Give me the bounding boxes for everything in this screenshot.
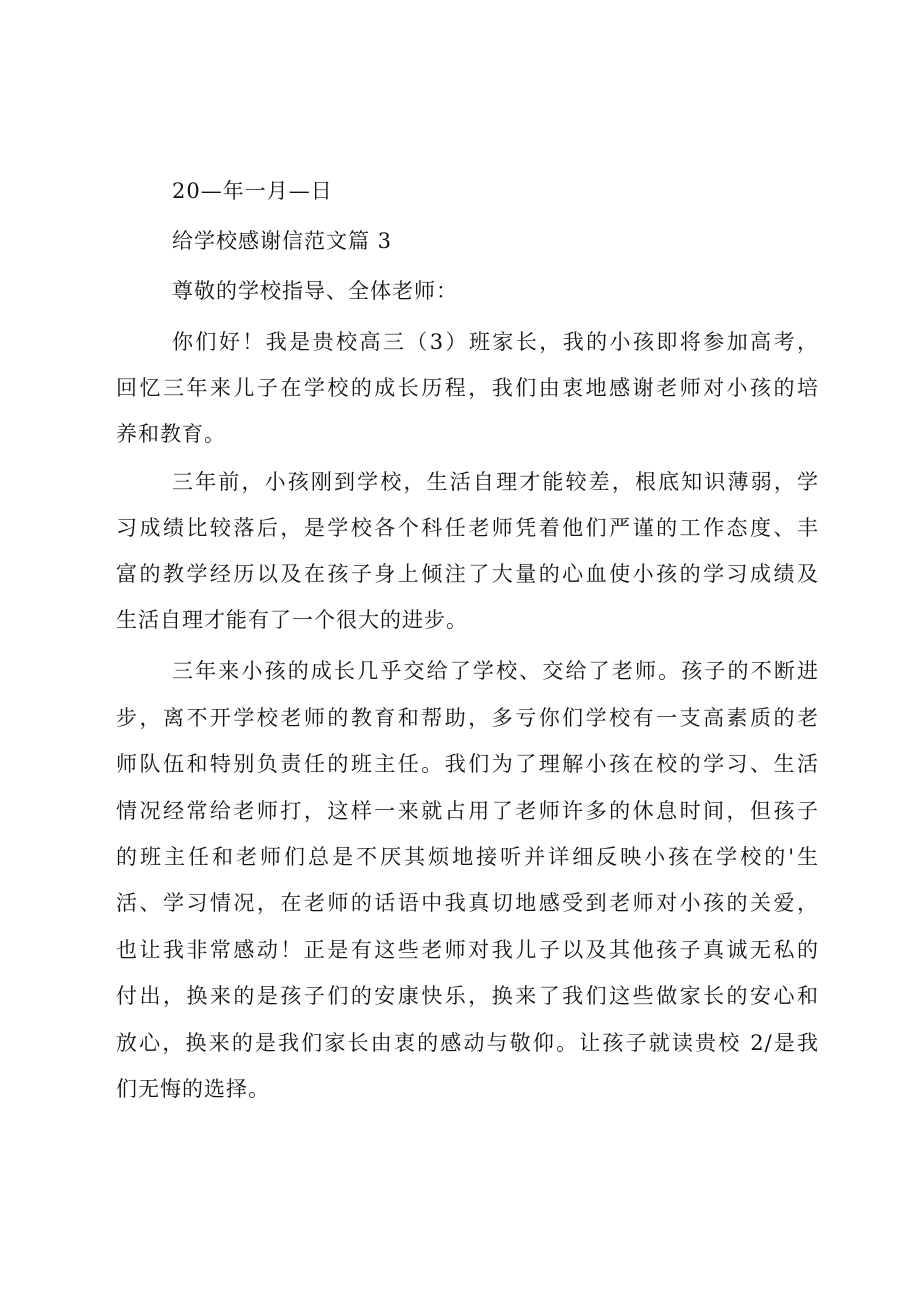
- paragraph-3-line: 付出，换来的是孩子们的安康快乐，换来了我们这些做家长的安心和: [116, 984, 819, 1008]
- paragraph-2-line: 富的教学经历以及在孩子身上倾注了大量的心血使小孩的学习成绩及: [116, 562, 819, 586]
- paragraph-3-line: 情况经常给老师打，这样一来就占用了老师许多的休息时间，但孩子: [116, 799, 819, 823]
- date-line: 20—年一月—日: [172, 179, 333, 203]
- paragraph-3-line: 的班主任和老师们总是不厌其烦地接听并详细反映小孩在学校的'生: [116, 845, 819, 869]
- paragraph-3-line: 活、学习情况，在老师的话语中我真切地感受到老师对小孩的关爱，: [116, 891, 819, 915]
- paragraph-3-line: 放心，换来的是我们家长由衷的感动与敬仰。让孩子就读贵校 2/是我: [116, 1031, 819, 1055]
- paragraph-1-line: 回忆三年来儿子在学校的成长历程，我们由衷地感谢老师对小孩的培: [116, 376, 819, 400]
- paragraph-2-line: 生活自理才能有了一个很大的进步。: [116, 608, 468, 632]
- section-title: 给学校感谢信范文篇 3: [172, 229, 393, 253]
- paragraph-2-line: 三年前，小孩刚到学校，生活自理才能较差，根底知识薄弱，学: [172, 470, 819, 494]
- paragraph-3-line: 也让我非常感动！正是有这些老师对我儿子以及其他孩子真诚无私的: [116, 938, 819, 962]
- paragraph-3-line: 师队伍和特别负责任的班主任。我们为了理解小孩在校的学习、生活: [116, 752, 819, 776]
- paragraph-3-line: 三年来小孩的成长几乎交给了学校、交给了老师。孩子的不断进: [172, 659, 819, 683]
- paragraph-3-line: 们无悔的选择。: [116, 1077, 270, 1101]
- salutation: 尊敬的学校指导、全体老师：: [172, 279, 458, 303]
- paragraph-3-line: 步，离不开学校老师的教育和帮助，多亏你们学校有一支高素质的老: [116, 706, 819, 730]
- paragraph-1-line: 养和教育。: [116, 422, 226, 446]
- paragraph-1-line: 你们好！我是贵校高三（3）班家长，我的小孩即将参加高考，: [172, 330, 819, 354]
- paragraph-2-line: 习成绩比较落后，是学校各个科任老师凭着他们严谨的工作态度、丰: [116, 516, 819, 540]
